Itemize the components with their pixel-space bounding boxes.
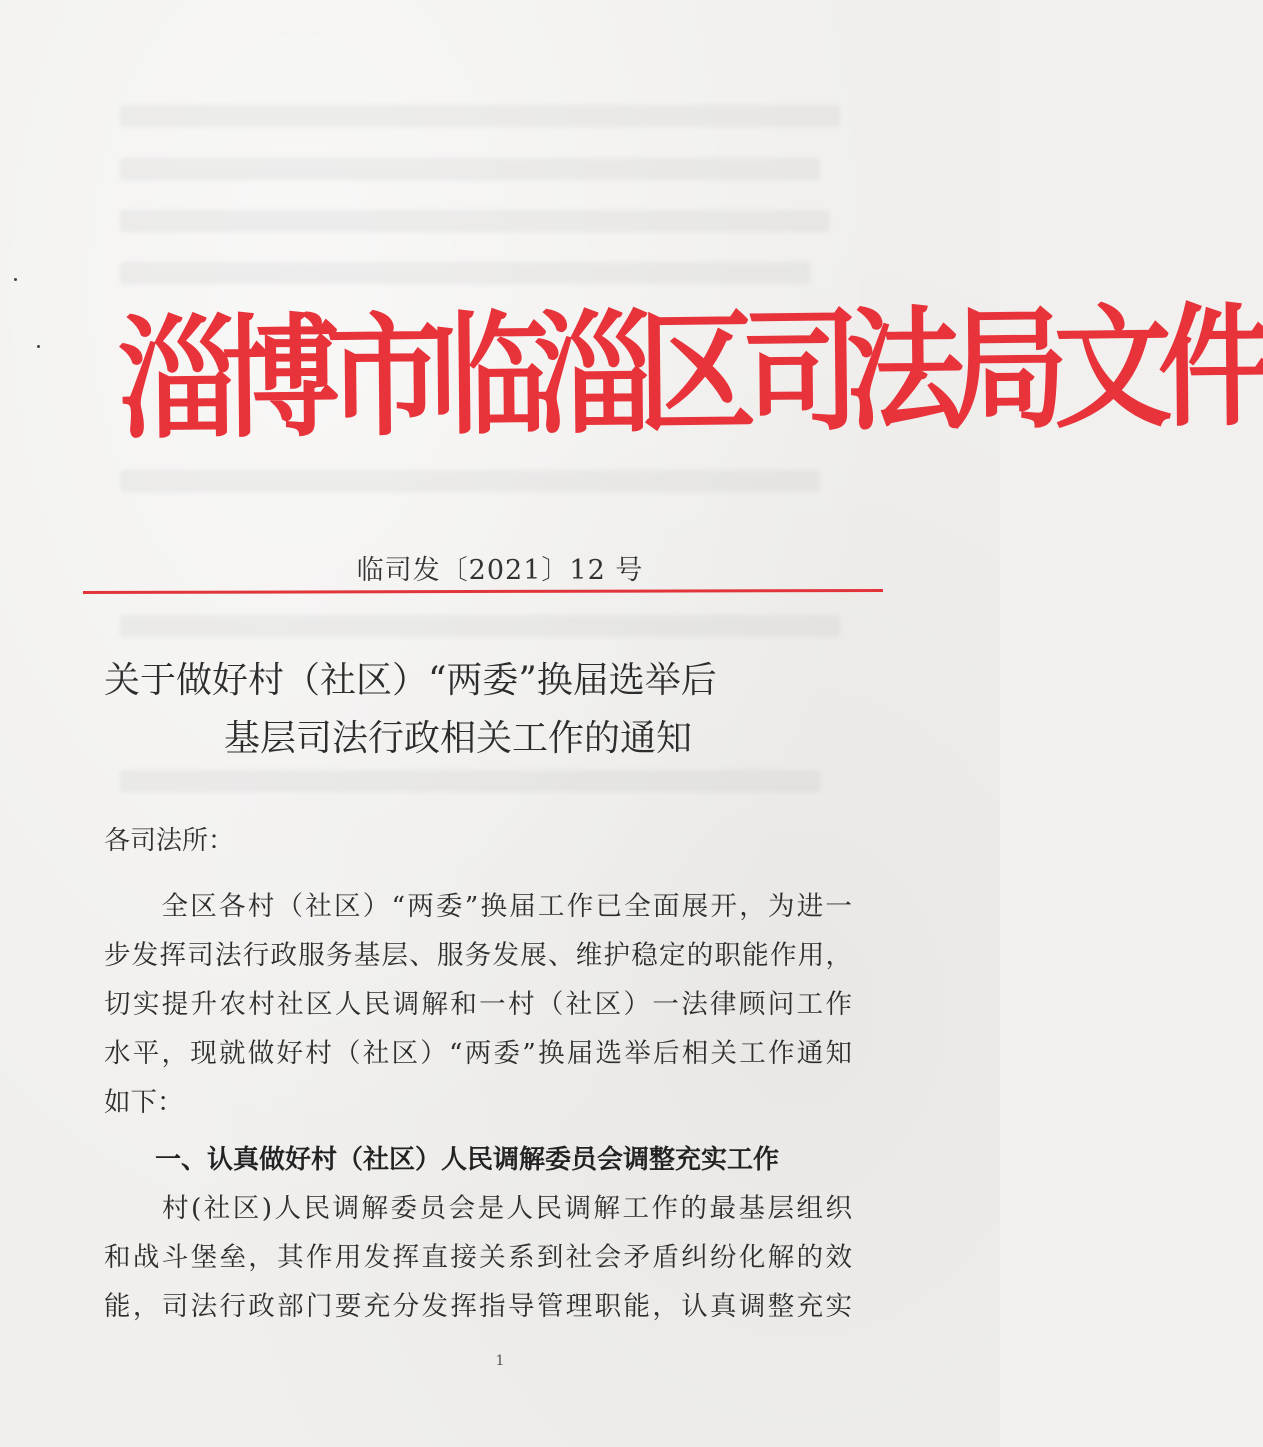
paragraph-line: 水平，现就做好村（社区）“两委”换届选举后相关工作通知 — [104, 1038, 852, 1069]
page-number: 1 — [495, 1353, 505, 1369]
bleed-through-line — [120, 470, 820, 492]
title-line-2: 基层司法行政相关工作的通知 — [224, 718, 693, 759]
paragraph-intro — [104, 882, 852, 1127]
red-separator-line — [83, 589, 883, 594]
bleed-through-line — [120, 615, 840, 637]
document-number: 临司发〔2021〕12 号 — [356, 555, 644, 586]
document-title — [0, 652, 1000, 768]
paragraph-section-1 — [104, 1184, 852, 1331]
bleed-through-line — [120, 262, 810, 284]
paragraph-line: 切实提升农村社区人民调解和一村（社区）一法律顾问工作 — [104, 989, 852, 1020]
salutation: 各司法所： — [104, 826, 235, 856]
binding-hole-mark — [37, 345, 40, 348]
bleed-through-line — [120, 158, 820, 180]
paragraph-line: 村(社区)人民调解委员会是人民调解工作的最基层组织 — [104, 1193, 852, 1224]
bleed-through-line — [120, 770, 820, 792]
binding-hole-mark — [14, 278, 17, 281]
bleed-through-line — [120, 210, 830, 232]
paragraph-line: 和战斗堡垒，其作用发挥直接关系到社会矛盾纠纷化解的效 — [104, 1242, 852, 1273]
paragraph-line: 步发挥司法行政服务基层、服务发展、维护稳定的职能作用， — [104, 940, 852, 971]
paragraph-line: 如下： — [104, 1087, 184, 1118]
document-masthead: 淄博市临淄区司法局文件 — [117, 289, 1263, 458]
paragraph-line: 全区各村（社区）“两委”换届工作已全面展开，为进一 — [104, 891, 852, 922]
bleed-through-line — [120, 105, 840, 127]
section-heading-1: 一、认真做好村（社区）人民调解委员会调整充实工作 — [155, 1145, 780, 1175]
paragraph-line: 能，司法行政部门要充分发挥指导管理职能，认真调整充实 — [104, 1291, 852, 1322]
title-line-1: 关于做好村（社区）“两委”换届选举后 — [104, 660, 717, 701]
